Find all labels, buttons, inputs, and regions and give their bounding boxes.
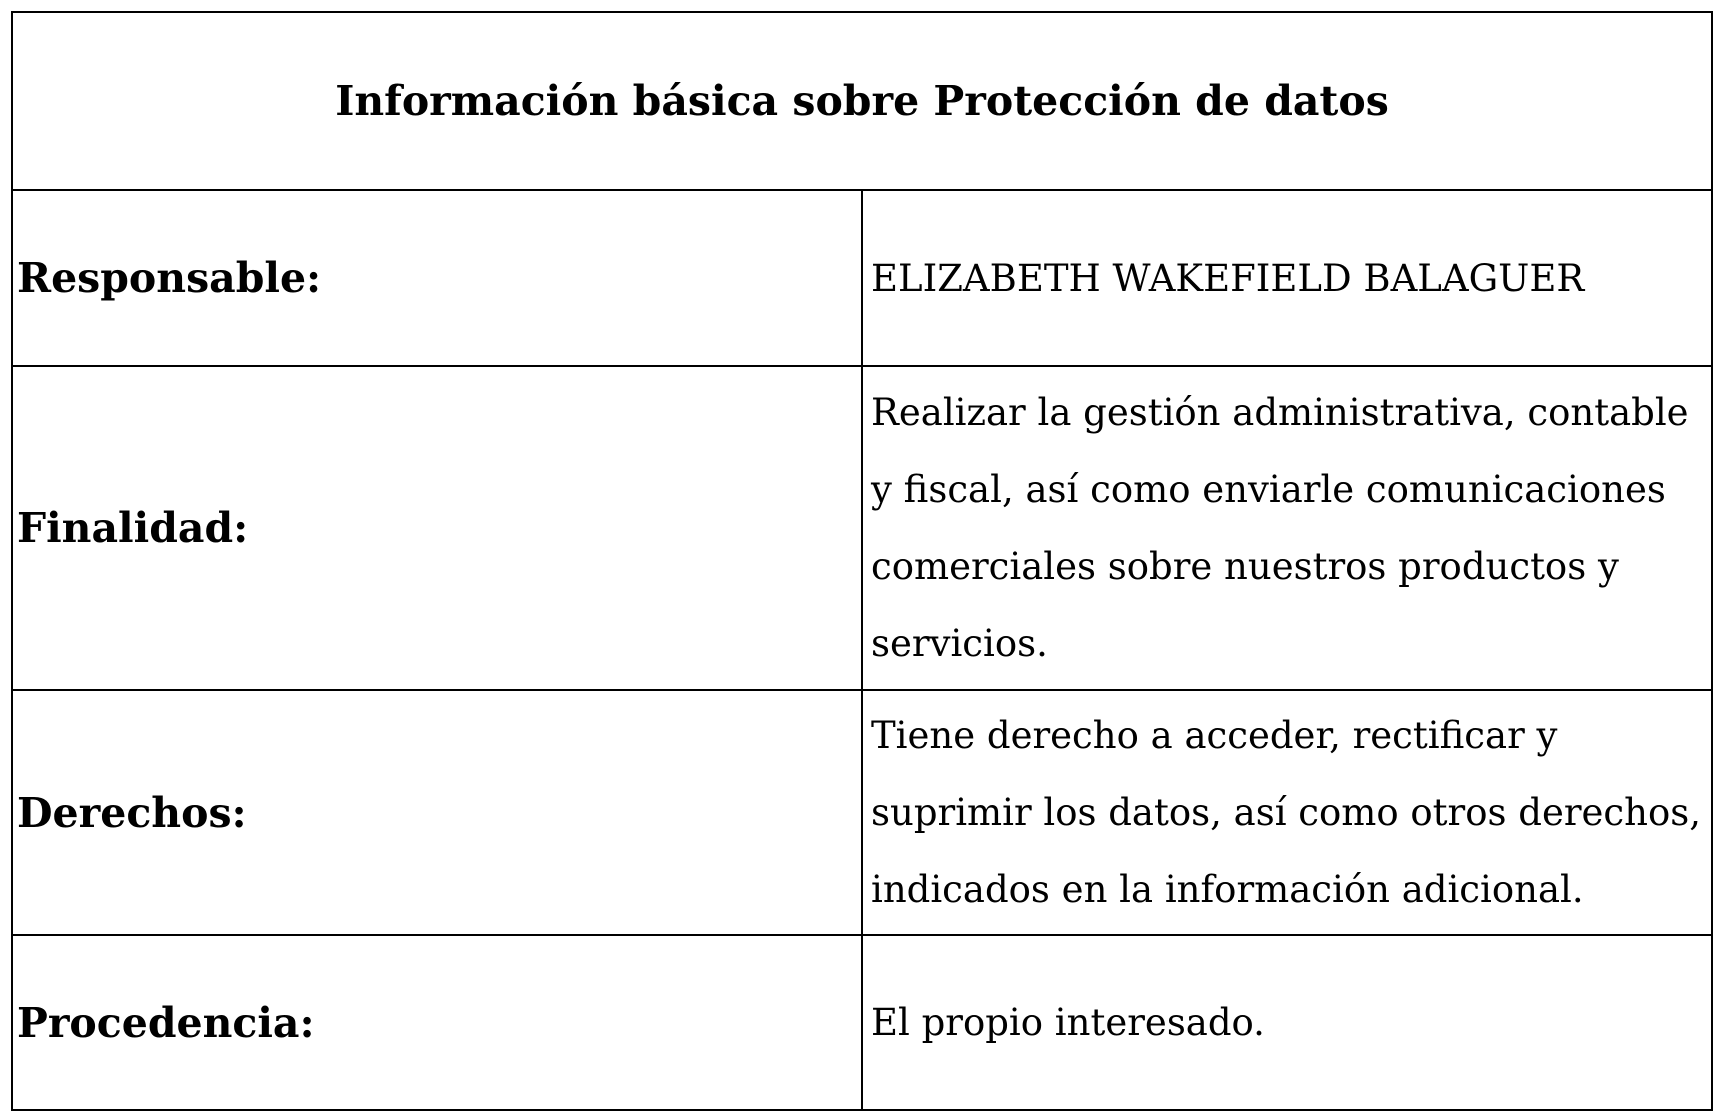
row-value-derechos: Tiene derecho a acceder, rectificar y suprimir los datos, así como otros derechos, indicados en la información adicional. [862, 690, 1712, 935]
table-row-procedencia [12, 935, 1712, 1110]
data-protection-table [11, 11, 1713, 1111]
row-value-procedencia: El propio interesado. [862, 935, 1712, 1110]
table-row-derechos [12, 690, 1712, 935]
table-title: Información básica sobre Protección de datos [12, 12, 1712, 190]
table-row-responsable [12, 190, 1712, 366]
row-label-procedencia: Procedencia: [12, 935, 862, 1110]
title-row [12, 12, 1712, 190]
row-value-responsable: ELIZABETH WAKEFIELD BALAGUER [862, 190, 1712, 366]
row-value-finalidad: Realizar la gestión administrativa, contable y fiscal, así como enviarle comunicaciones comerciales sobre nuestros productos y servicios. [862, 366, 1712, 690]
row-label-responsable: Responsable: [12, 190, 862, 366]
row-label-derechos: Derechos: [12, 690, 862, 935]
row-label-finalidad: Finalidad: [12, 366, 862, 690]
table-row-finalidad [12, 366, 1712, 690]
